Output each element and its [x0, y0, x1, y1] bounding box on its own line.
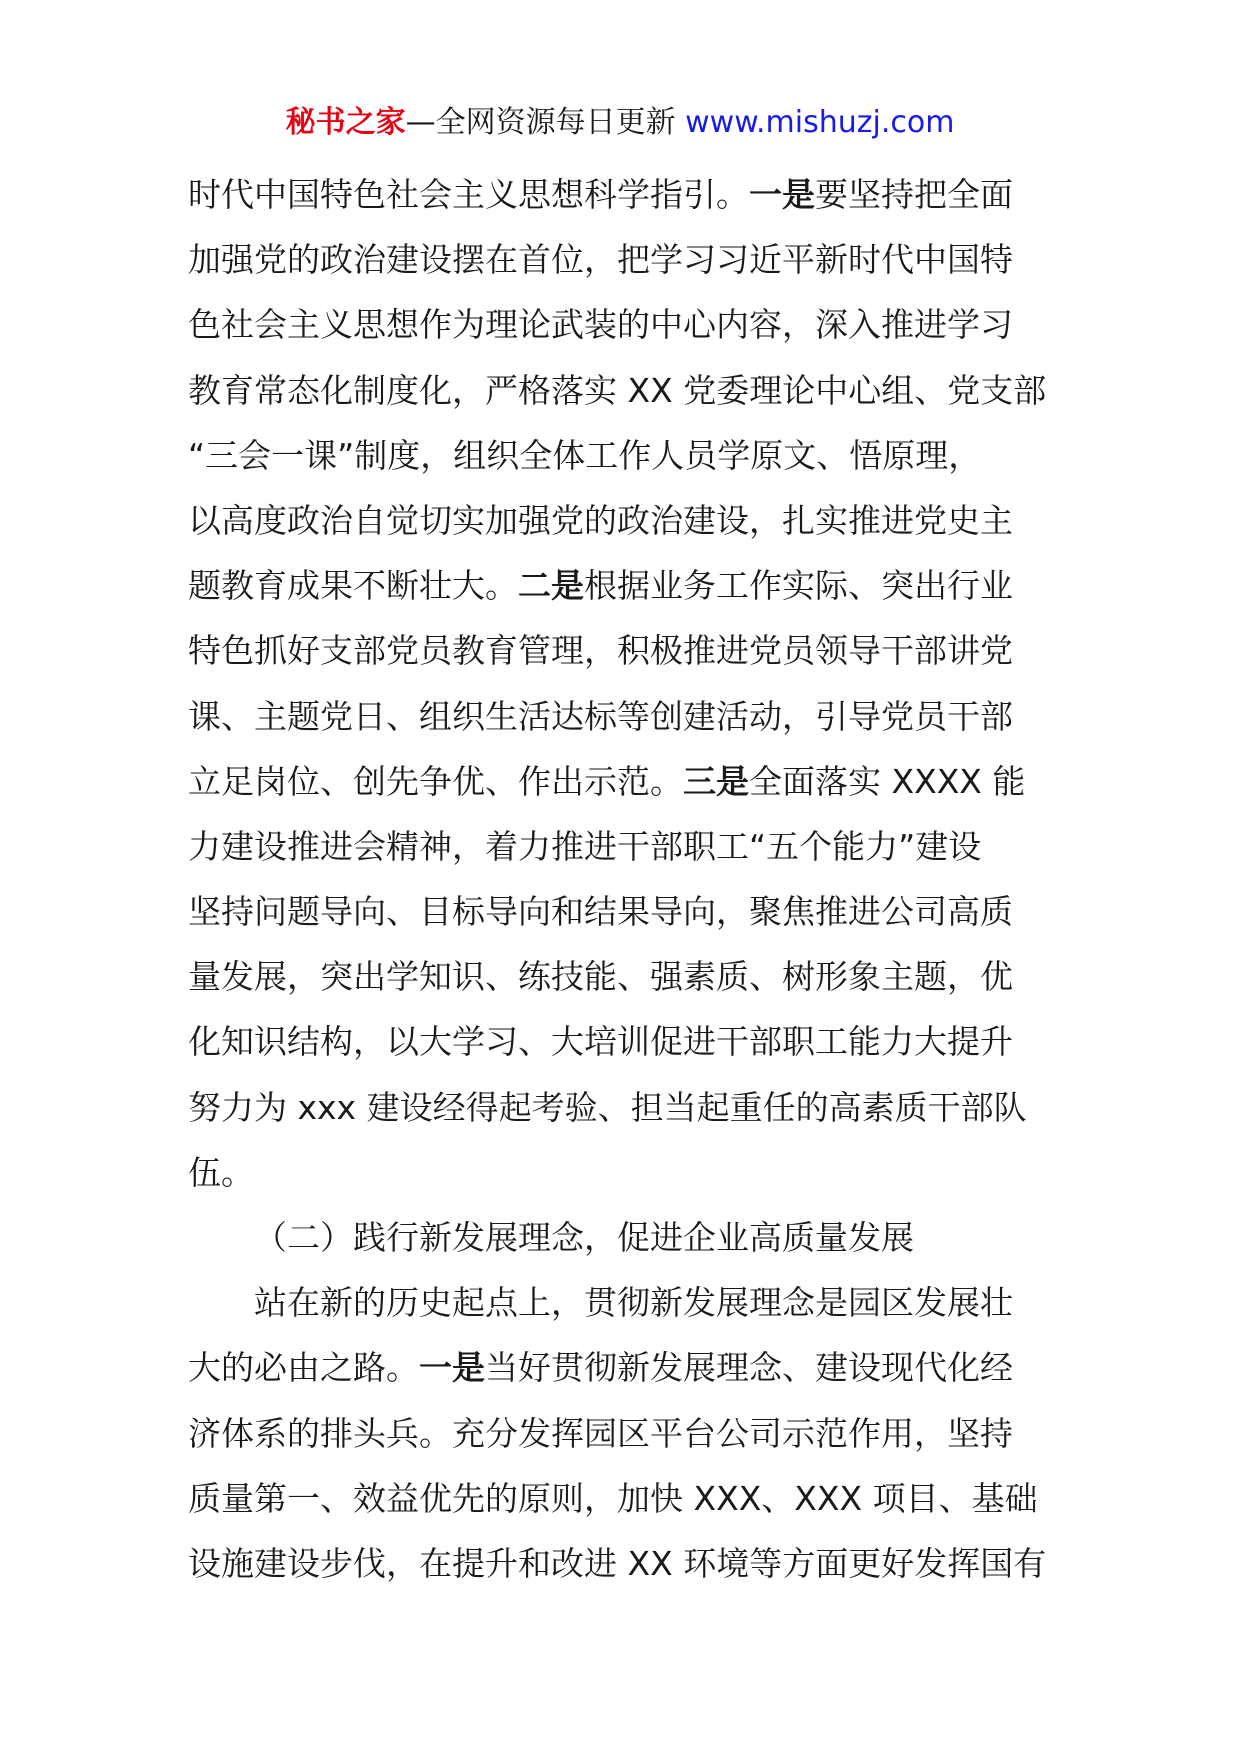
emphasis-label: 二是: [518, 566, 584, 606]
line-text: 立足岗位、创先争优、作出示范。: [188, 761, 683, 801]
line-text: 以高度政治自觉切实加强党的政治建设，扎实推进党史主: [188, 500, 1013, 540]
text-line: [188, 423, 1068, 488]
line-text: 坚持问题导向、目标导向和结果导向，聚焦推进公司高质: [188, 892, 1013, 932]
header-tagline: —全网资源每日更新: [405, 105, 676, 140]
line-text: 全面落实 XXXX 能: [749, 761, 1026, 801]
line-text: （二）践行新发展理念，促进企业高质量发展: [254, 1218, 914, 1257]
text-line: [188, 553, 1068, 618]
text-line: [188, 162, 1068, 227]
text-line: [188, 358, 1068, 423]
line-text: 量发展，突出学知识、练技能、强素质、树形象主题，优: [188, 957, 1013, 997]
line-text: 伍。: [188, 1152, 254, 1192]
text-line: [188, 1335, 1068, 1400]
line-text: “三会一课”制度，组织全体工作人员学原文、悟原理，: [188, 435, 982, 475]
text-line: [188, 1401, 1068, 1466]
text-line: [188, 227, 1068, 292]
line-text: 要坚持把全面: [815, 175, 1013, 214]
text-line: [188, 292, 1068, 357]
line-text: 大的必由之路。: [188, 1348, 419, 1388]
line-text: 根据业务工作实际、突出行业: [584, 566, 1013, 606]
text-line: [188, 1140, 1068, 1205]
line-text: 教育常态化制度化，严格落实 XX 党委理论中心组、党支部: [188, 370, 1047, 410]
line-text: 当好贯彻新发展理念、建设现代化经: [485, 1348, 1013, 1388]
emphasis-label: 三是: [683, 761, 749, 801]
line-text: 济体系的排头兵。充分发挥园区平台公司示范作用，坚持: [188, 1413, 1013, 1453]
text-line: [188, 1205, 1068, 1270]
text-line: [188, 944, 1068, 1009]
emphasis-label: 一是: [419, 1348, 485, 1388]
text-line: [188, 1531, 1068, 1596]
document-body: [188, 162, 1068, 1596]
text-line: [188, 1075, 1068, 1140]
text-line: [188, 814, 1068, 879]
line-text: 色社会主义思想作为理论武装的中心内容，深入推进学习: [188, 305, 1013, 345]
text-line: [188, 684, 1068, 749]
site-header: [0, 103, 1240, 143]
line-text: 加强党的政治建设摆在首位，把学习习近平新时代中国特: [188, 240, 1013, 280]
text-line: [188, 1466, 1068, 1531]
line-text: 质量第一、效益优先的原则，加快 XXX、XXX 项目、基础: [188, 1478, 1038, 1518]
line-text: 课、主题党日、组织生活达标等创建活动，引导党员干部: [188, 696, 1013, 736]
line-text: 题教育成果不断壮大。: [188, 566, 518, 606]
emphasis-label: 一是: [749, 175, 815, 214]
site-url-link[interactable]: www.mishuzj.com: [685, 105, 955, 140]
line-text: 设施建设步伐，在提升和改进 XX 环境等方面更好发挥国有: [188, 1543, 1047, 1583]
line-text: 时代中国特色社会主义思想科学指引。: [188, 175, 749, 214]
text-line: [188, 1270, 1068, 1335]
text-line: [188, 618, 1068, 683]
line-text: 努力为 xxx 建设经得起考验、担当起重任的高素质干部队: [188, 1087, 1027, 1127]
line-text: 化知识结构，以大学习、大培训促进干部职工能力大提升: [188, 1022, 1013, 1062]
text-line: [188, 749, 1068, 814]
line-text: 力建设推进会精神，着力推进干部职工“五个能力”建设: [188, 826, 982, 866]
text-line: [188, 488, 1068, 553]
line-text: 站在新的历史起点上，贯彻新发展理念是园区发展壮: [254, 1283, 1013, 1323]
text-line: [188, 879, 1068, 944]
text-line: [188, 1009, 1068, 1074]
line-text: 特色抓好支部党员教育管理，积极推进党员领导干部讲党: [188, 631, 1013, 671]
brand-name: 秘书之家: [285, 105, 406, 140]
